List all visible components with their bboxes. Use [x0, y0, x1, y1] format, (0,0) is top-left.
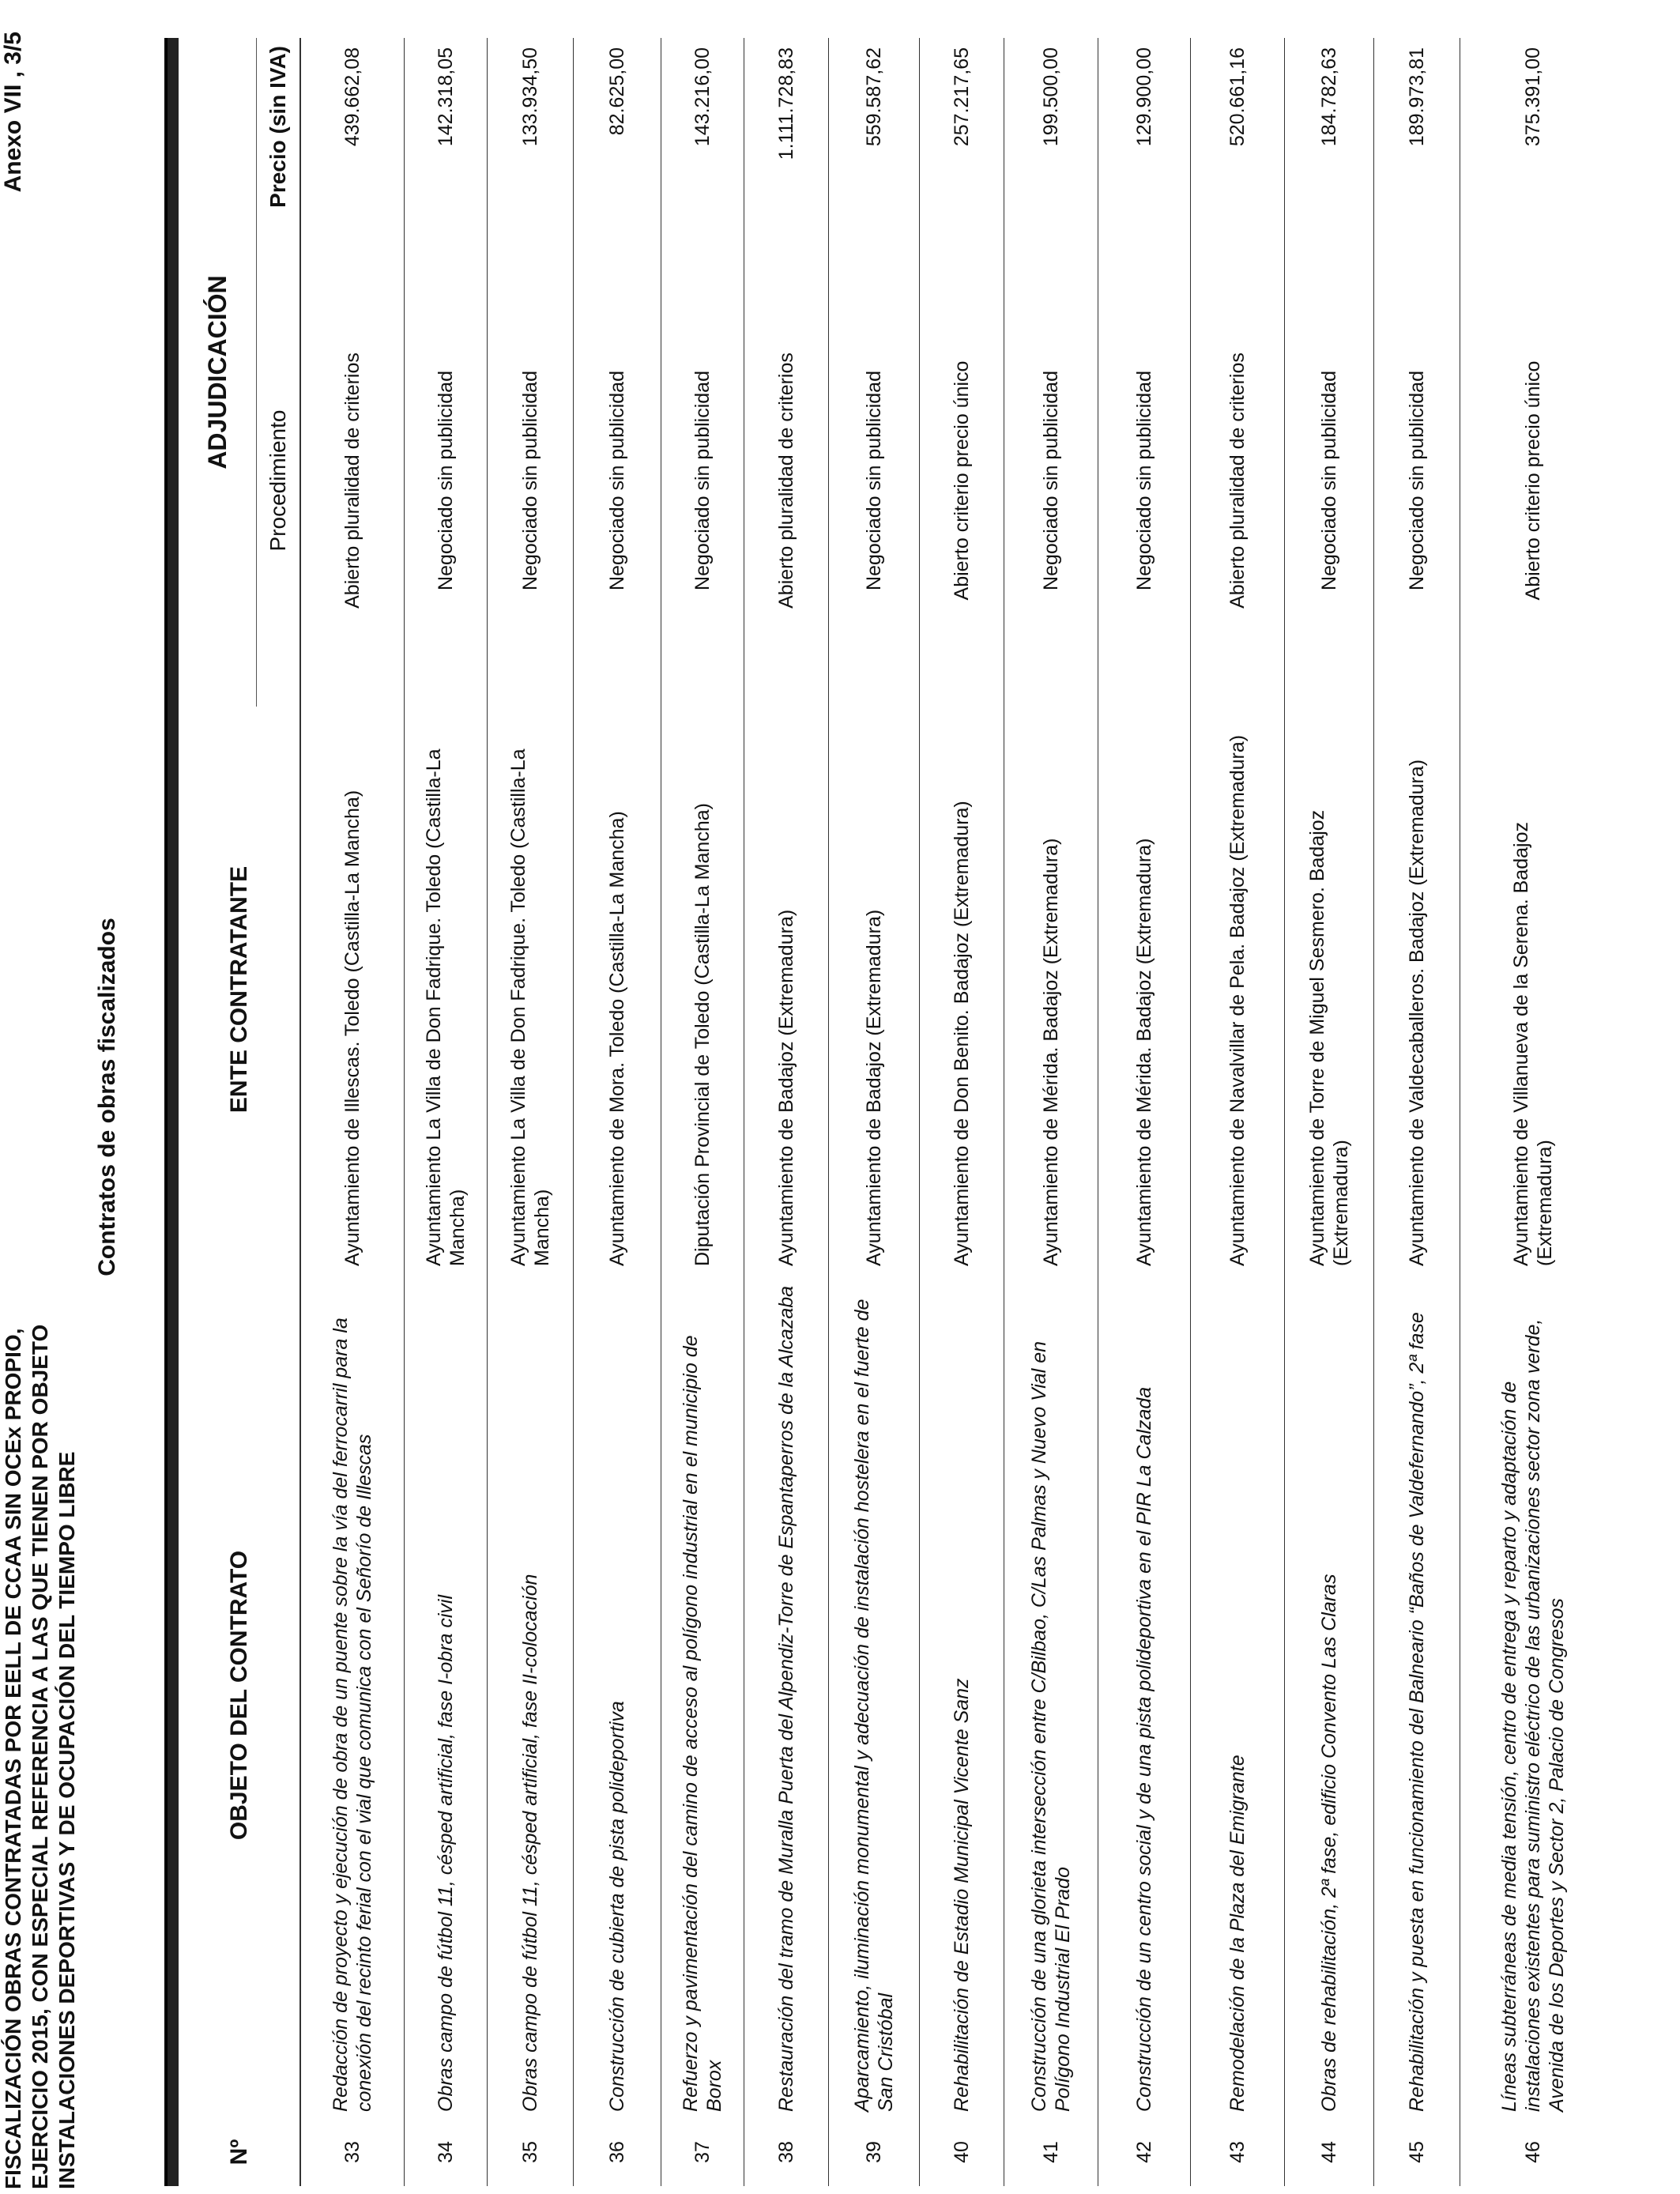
cell-objeto: Refuerzo y pavimentación del camino de acceso al polígono industrial en el municipio de Borox — [661, 1272, 744, 2118]
table-row — [1460, 38, 1607, 2186]
cell-ente: Ayuntamiento de Mora. Toledo (Castilla-La Mancha) — [574, 707, 661, 1272]
annex-label: Anexo VII , 3/5 — [0, 32, 26, 193]
cell-num: 39 — [829, 2118, 920, 2186]
cell-ente: Ayuntamiento de Badajoz (Extremadura) — [829, 707, 920, 1272]
cell-procedimiento: Negociado sin publicidad — [1285, 254, 1374, 707]
table-row — [920, 38, 1004, 2186]
cell-objeto: Rehabilitación de Estadio Municipal Vicente Sanz — [920, 1272, 1004, 2118]
table-subtitle: Contratos de obras fiscalizados — [94, 918, 120, 1276]
title-line-1: FISCALIZACIÓN OBRAS CONTRATADAS POR EELL DE CCAA SIN OCEx PROPIO, — [1, 1328, 25, 2189]
cell-ente: Ayuntamiento de Badajoz (Extremadura) — [744, 707, 829, 1272]
table-row — [744, 38, 829, 2186]
cell-objeto: Construcción de un centro social y de una pista polideportiva en el PIR La Calzada — [1098, 1272, 1191, 2118]
cell-procedimiento: Abierto criterio precio único — [920, 254, 1004, 707]
cell-precio: 520.661,16 — [1191, 38, 1285, 254]
cell-ente: Ayuntamiento La Villa de Don Fadrique. Toledo (Castilla-La Mancha) — [405, 707, 488, 1272]
table-row — [1098, 38, 1191, 2186]
cell-ente: Ayuntamiento de Valdecaballeros. Badajoz (Extremadura) — [1374, 707, 1460, 1272]
cell-precio: 82.625,00 — [574, 38, 661, 254]
cell-ente: Diputación Provincial de Toledo (Castilla-La Mancha) — [661, 707, 744, 1272]
cell-precio: 184.782,63 — [1285, 38, 1374, 254]
cell-objeto: Redacción de proyecto y ejecución de obra de un puente sobre la vía del ferrocarril para la conexión del recinto ferial con el vial que comunica con el Señorío de Illescas — [301, 1272, 405, 2118]
table-row — [574, 38, 661, 2186]
title-line-2: EJERCICIO 2015, CON ESPECIAL REFERENCIA A LAS QUE TIENEN POR OBJETO — [28, 1324, 52, 2189]
cell-num: 37 — [661, 2118, 744, 2186]
col-header-ente: ENTE CONTRATANTE — [225, 865, 252, 1114]
cell-precio: 439.662,08 — [301, 38, 405, 254]
cell-procedimiento: Negociado sin publicidad — [1098, 254, 1191, 707]
title-line-3: INSTALACIONES DEPORTIVAS Y DE OCUPACIÓN DEL TIEMPO LIBRE — [55, 1451, 79, 2189]
cell-num: 40 — [920, 2118, 1004, 2186]
header-band — [166, 38, 179, 2186]
cell-precio: 189.973,81 — [1374, 38, 1460, 254]
table-row — [301, 38, 405, 2186]
cell-num: 44 — [1285, 2118, 1374, 2186]
cell-num: 36 — [574, 2118, 661, 2186]
cell-procedimiento: Abierto criterio precio único — [1522, 360, 1544, 601]
cell-num: 34 — [405, 2118, 488, 2186]
table-row — [1374, 38, 1460, 2186]
cell-objeto: Obras campo de fútbol 11, césped artificial, fase I-obra civil — [405, 1272, 488, 2118]
cell-num: 41 — [1004, 2118, 1098, 2186]
table-row — [661, 38, 744, 2186]
cell-ente: Ayuntamiento de Don Benito. Badajoz (Extremadura) — [920, 707, 1004, 1272]
table-row — [1191, 38, 1285, 2186]
table-row — [405, 38, 488, 2186]
cell-ente: Ayuntamiento de Torre de Miguel Sesmero. Badajoz (Extremadura) — [1285, 707, 1374, 1272]
cell-precio: 199.500,00 — [1004, 38, 1098, 254]
cell-ente: Ayuntamiento de Mérida. Badajoz (Extremadura) — [1004, 707, 1098, 1272]
cell-procedimiento: Negociado sin publicidad — [574, 254, 661, 707]
contracts-table — [164, 38, 1606, 2186]
table-row — [1004, 38, 1098, 2186]
cell-num: 33 — [301, 2118, 405, 2186]
cell-ente: Ayuntamiento de Illescas. Toledo (Castilla-La Mancha) — [301, 707, 405, 1272]
cell-procedimiento: Negociado sin publicidad — [405, 254, 488, 707]
cell-procedimiento: Negociado sin publicidad — [661, 254, 744, 707]
cell-objeto: Obras campo de fútbol 11, césped artificial, fase II-colocación — [488, 1272, 574, 2118]
cell-ente: Ayuntamiento de Mérida. Badajoz (Extremadura) — [1098, 707, 1191, 1272]
cell-precio: 559.587,62 — [829, 38, 920, 254]
cell-ente: Ayuntamiento La Villa de Don Fadrique. Toledo (Castilla-La Mancha) — [488, 707, 574, 1272]
table-body — [301, 38, 1606, 2186]
cell-procedimiento: Negociado sin publicidad — [829, 254, 920, 707]
cell-objeto: Obras de rehabilitación, 2ª fase, edificio Convento Las Claras — [1285, 1272, 1374, 2118]
cell-objeto: Rehabilitación y puesta en funcionamiento del Balneario “Baños de Valdefernando”, 2ª fase — [1374, 1272, 1460, 2118]
col-header-precio: Precio (sin IVA) — [266, 46, 290, 208]
cell-procedimiento: Negociado sin publicidad — [488, 254, 574, 707]
cell-precio: 143.216,00 — [661, 38, 744, 254]
cell-num: 38 — [744, 2118, 829, 2186]
cell-objeto: Aparcamiento, iluminación monumental y adecuación de instalación hostelera en el fuerte de San Cristóbal — [829, 1272, 920, 2118]
cell-num: 42 — [1098, 2118, 1191, 2186]
cell-objeto: Construcción de una glorieta intersección entre C/Bilbao, C/Las Palmas y Nuevo Vial en Polígono Industrial El Prado — [1004, 1272, 1098, 2118]
col-header-procedimiento: Procedimiento — [266, 409, 290, 552]
cell-precio: 142.318,05 — [405, 38, 488, 254]
cell-procedimiento: Negociado sin publicidad — [1004, 254, 1098, 707]
cell-precio: 375.391,00 — [1522, 47, 1544, 147]
table-row — [488, 38, 574, 2186]
cell-num: 45 — [1374, 2118, 1460, 2186]
cell-procedimiento: Negociado sin publicidad — [1374, 254, 1460, 707]
cell-procedimiento: Abierto pluralidad de criterios — [1191, 254, 1285, 707]
col-header-objeto: OBJETO DEL CONTRATO — [225, 1550, 252, 1841]
table-row — [1285, 38, 1374, 2186]
table-row — [829, 38, 920, 2186]
cell-num: 35 — [488, 2118, 574, 2186]
cell-precio: 129.900,00 — [1098, 38, 1191, 254]
cell-precio: 133.934,50 — [488, 38, 574, 254]
cell-objeto: Remodelación de la Plaza del Emigrante — [1191, 1272, 1285, 2118]
cell-objeto: Restauración del tramo de Muralla Puerta del Alpendiz-Torre de Espantaperros de la Alcazaba — [744, 1272, 829, 2118]
cell-procedimiento: Abierto pluralidad de criterios — [744, 254, 829, 707]
cell-objeto: Líneas subterráneas de media tensión, centro de entrega y reparto y adaptación de instalaciones existentes para suministro eléctrico de las urbanizaciones sector zona verde, Avenida de los Deportes y Sector 2, Palacio de Congresos — [1498, 1318, 1568, 2112]
report-title — [0, 609, 81, 2189]
cell-objeto: Construcción de cubierta de pista polideportiva — [574, 1272, 661, 2118]
cell-num: 46 — [1522, 2141, 1544, 2163]
col-header-adjudicacion: ADJUDICACIÓN — [179, 38, 257, 707]
col-header-num: Nº — [225, 2139, 252, 2166]
cell-ente: Ayuntamiento de Navalvillar de Pela. Badajoz (Extremadura) — [1191, 707, 1285, 1272]
cell-procedimiento: Abierto pluralidad de criterios — [301, 254, 405, 707]
cell-precio: 257.217,65 — [920, 38, 1004, 254]
cell-num: 43 — [1191, 2118, 1285, 2186]
cell-ente: Ayuntamiento de Villanueva de la Serena. Badajoz (Extremadura) — [1510, 822, 1556, 1266]
cell-precio: 1.111.728,83 — [744, 38, 829, 254]
